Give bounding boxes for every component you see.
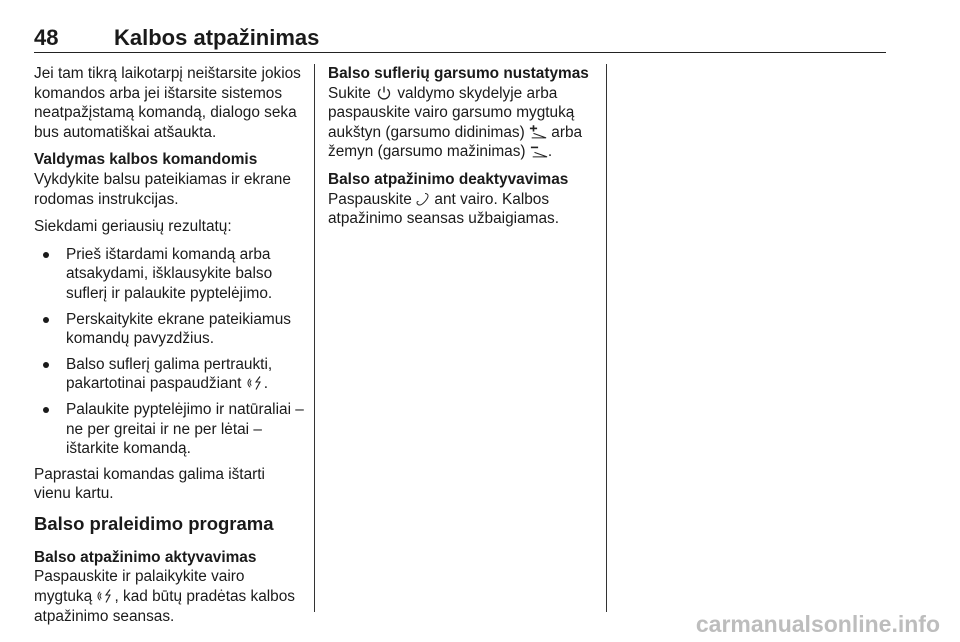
volume-down-icon — [530, 143, 548, 159]
best-results-intro: Siekdami geriausių rezultatų: — [34, 218, 232, 236]
tips-list — [34, 245, 304, 459]
page-header — [34, 22, 886, 53]
subheading-prompt-volume: Balso suflerių garsumo nustatymas — [328, 65, 589, 82]
intro-paragraph: Jei tam tikrą laikotarpį neištarsite jokios komandos arba jei ištarsite sistemos neatpažįstamą komandą, dialogo seka bus automatiškai atšaukta. — [34, 65, 301, 141]
right-column — [328, 64, 598, 237]
activation-paragraph: Paspauskite ir palaikykite vairo mygtuką , kad būtų pradėtas kalbos atpažinimo seansas. — [34, 568, 295, 625]
left-column — [34, 64, 304, 634]
watermark: carmanualsonline.info — [695, 611, 940, 637]
power-knob-icon — [375, 85, 393, 101]
list-item: Prieš ištardami komandą arba atsakydami, išklausykite balso suflerį ir palaukite pyptelėjimo. — [34, 245, 304, 304]
deactivation-paragraph: Paspauskite ant vairo. Kalbos atpažinimo seansas užbaigiamas. — [328, 190, 559, 228]
subheading-activation: Balso atpažinimo aktyvavimas — [34, 548, 257, 566]
volume-paragraph: Sukite valdymo skydelyje arba paspauskite vairo garsumo mygtuką aukštyn (garsumo didinimas) arba žemyn (garsumo mažinimas) . — [328, 84, 583, 161]
summary-paragraph: Paprastai komandas galima ištarti vienu kartu. — [34, 465, 265, 503]
chapter-title: Kalbos atpažinimas — [114, 25, 320, 50]
subheading-voice-commands: Valdymas kalbos komandomis — [34, 151, 258, 169]
volume-up-icon — [529, 124, 547, 140]
page-number: 48 — [34, 25, 59, 50]
instructions-paragraph: Vykdykite balsu pateikiamas ir ekrane rodomas instrukcijas. — [34, 170, 291, 208]
column-divider-right — [606, 64, 607, 612]
bullet-dot — [43, 407, 49, 413]
section-heading-voice-skip: Balso praleidimo programa — [34, 512, 274, 534]
bullet-dot — [43, 362, 49, 368]
list-item: Palaukite pyptelėjimo ir natūraliai – ne per greitai ir ne per lėtai – ištarkite komandą. — [34, 400, 304, 459]
subheading-deactivation: Balso atpažinimo deaktyvavimas — [328, 170, 569, 188]
column-divider-left — [314, 64, 315, 612]
bullet-dot — [43, 252, 49, 258]
bullet-dot — [43, 317, 49, 323]
voice-button-icon — [246, 375, 264, 391]
end-call-icon — [416, 192, 430, 206]
list-item: Perskaitykite ekrane pateikiamus komandų pavyzdžius. — [34, 310, 304, 349]
list-item: Balso suflerį galima pertraukti, pakartotinai paspaudžiant . — [34, 355, 304, 394]
voice-button-icon — [96, 588, 114, 604]
